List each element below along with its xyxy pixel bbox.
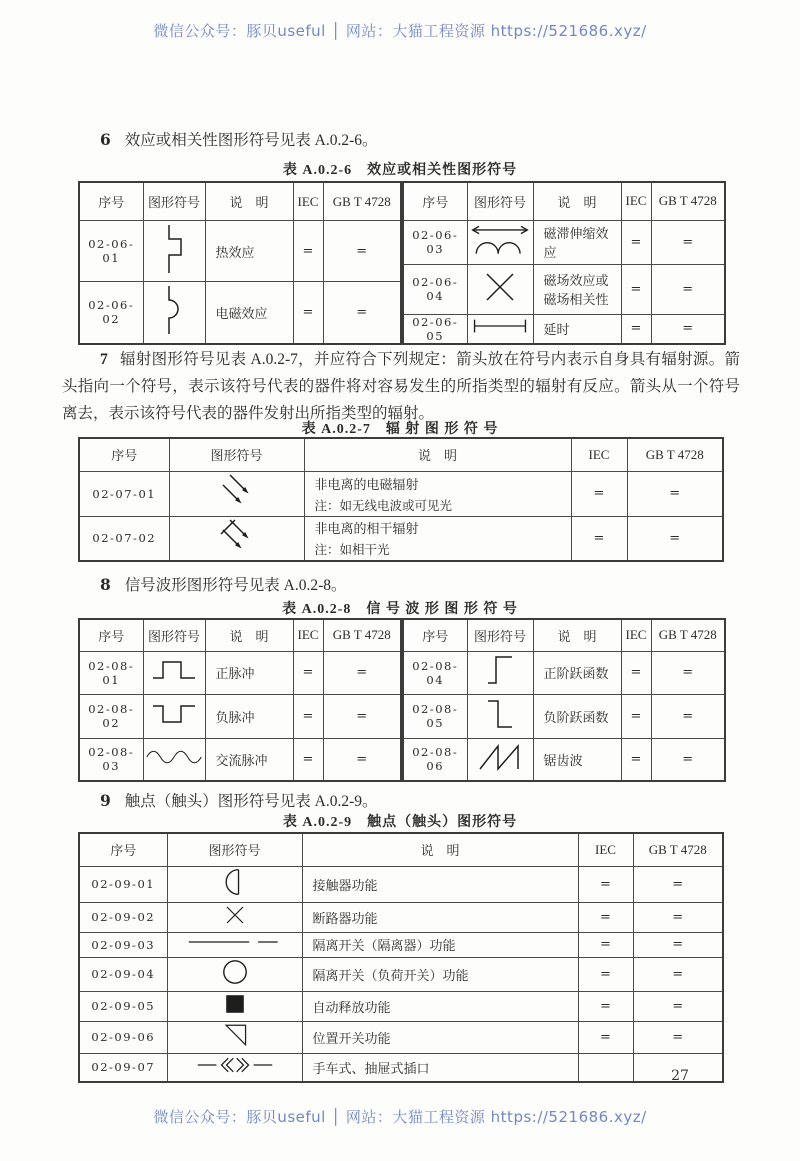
watermark-banner-bottom: 微信公众号：豚贝useful │ 网站：大猫工程资源 https://521686.xyz/ (153, 1108, 647, 1126)
iec-cell: = (621, 651, 651, 694)
table-row (79, 991, 723, 1021)
col-header-symbol: 图形符号 (143, 619, 205, 651)
iec-cell: = (578, 1021, 633, 1053)
iec-cell: = (578, 957, 633, 991)
row-desc: 负阶跃函数 (533, 694, 621, 738)
row-symbol (467, 264, 533, 314)
row-desc: 电磁效应 (205, 282, 293, 344)
automatic-release-function-icon (222, 992, 248, 1016)
gb-cell: = (651, 694, 725, 738)
row-desc (304, 516, 571, 561)
row-desc: 断路器功能 (302, 902, 578, 932)
row-symbol (143, 282, 205, 344)
row-seq: 02-09-02 (79, 902, 167, 932)
table-row (79, 738, 401, 781)
table-a026-caption: 表 A.0.2-6 效应或相关性图形符号 (282, 163, 518, 178)
row-desc (304, 471, 571, 516)
iec-cell: = (578, 866, 633, 902)
col-header-desc: 说 明 (205, 182, 293, 221)
gb-cell: = (633, 1021, 723, 1053)
row-symbol (167, 1021, 302, 1053)
iec-cell: = (293, 694, 323, 738)
row-seq: 02-07-01 (79, 471, 169, 516)
row-symbol (167, 1053, 302, 1082)
thermal-effect-icon (159, 223, 189, 275)
row-seq: 02-06-05 (403, 314, 467, 344)
iec-cell: = (578, 991, 633, 1021)
row-seq: 02-08-05 (403, 694, 467, 738)
row-symbol (467, 651, 533, 694)
table-row (403, 264, 725, 314)
row-seq: 02-06-04 (403, 264, 467, 314)
row-symbol (167, 957, 302, 991)
gb-cell: = (651, 738, 725, 781)
col-header-gb: GB T 4728 (633, 833, 723, 866)
col-header-seq: 序号 (79, 833, 167, 866)
row-desc: 磁滞伸缩效应 (533, 220, 621, 264)
row-symbol (143, 221, 205, 282)
row-symbol (167, 866, 302, 902)
table-row (403, 738, 725, 781)
section-9-number: 9 (100, 791, 111, 810)
row-seq: 02-08-02 (79, 694, 143, 738)
contactor-function-icon (220, 867, 250, 897)
row-symbol (167, 932, 302, 957)
iec-cell: = (578, 902, 633, 932)
table-row (79, 516, 723, 561)
page-number: 27 (671, 1068, 689, 1084)
gb-cell: = (323, 694, 401, 738)
table-row (79, 471, 723, 516)
sawtooth-wave-icon (477, 742, 523, 772)
col-header-seq: 序号 (403, 182, 467, 220)
gb-cell: = (651, 220, 725, 264)
section-6-text: 效应或相关性图形符号见表 A.0.2-6。 (124, 132, 378, 149)
iec-cell: = (571, 471, 627, 516)
row-seq: 02-09-03 (79, 932, 167, 957)
col-header-seq: 序号 (79, 438, 169, 471)
section-7-text: 辐射图形符号见表 A.0.2-7，并应符合下列规定：箭头放在符号内表示自身具有辐射源。箭头指向一个符号，表示该符号代表的器件将对容易发生的所指类型的辐射有反应。箭头从一个符号离去，表示该符号代表的器件发射出所指类型的辐射。 (62, 351, 740, 422)
iec-cell: = (621, 264, 651, 314)
table-row (79, 694, 401, 738)
col-header-desc: 说 明 (304, 438, 571, 471)
table-row (79, 221, 401, 282)
circuit-breaker-function-icon (223, 903, 247, 927)
table-a028-right (402, 618, 726, 782)
table-a029-caption: 表 A.0.2-9 触点（触头）图形符号 (282, 815, 518, 830)
col-header-gb: GB T 4728 (323, 182, 401, 221)
col-header-symbol: 图形符号 (143, 182, 205, 221)
row-symbol (143, 694, 205, 738)
row-seq: 02-08-01 (79, 651, 143, 694)
row-symbol (467, 738, 533, 781)
row-seq: 02-06-03 (403, 220, 467, 264)
table-a026 (78, 181, 726, 345)
iec-cell: = (621, 694, 651, 738)
non-ionizing-coherent-radiation-icon (218, 517, 256, 555)
col-header-desc: 说 明 (533, 182, 621, 220)
magnetic-field-effect-icon (480, 267, 520, 307)
gb-cell: = (633, 932, 723, 957)
row-desc: 位置开关功能 (302, 1021, 578, 1053)
section-6-heading (100, 128, 378, 150)
row-desc: 锯齿波 (533, 738, 621, 781)
row-seq: 02-06-02 (79, 282, 143, 344)
row-symbol (169, 471, 304, 516)
gb-cell: = (633, 866, 723, 902)
table-row (79, 866, 723, 902)
row-desc: 自动释放功能 (302, 991, 578, 1021)
table-row (403, 314, 725, 344)
table-a027-main (78, 437, 724, 562)
section-7-number: 7 (100, 351, 108, 368)
section-6-number: 6 (100, 130, 111, 149)
table-row (403, 651, 725, 694)
row-seq: 02-09-07 (79, 1053, 167, 1082)
row-seq: 02-09-04 (79, 957, 167, 991)
iec-cell: = (621, 220, 651, 264)
row-desc: 隔离开关（隔离器）功能 (302, 932, 578, 957)
col-header-symbol: 图形符号 (169, 438, 304, 471)
row-desc: 交流脉冲 (205, 738, 293, 781)
col-header-iec: IEC (621, 619, 651, 651)
col-header-iec: IEC (293, 182, 323, 221)
row-desc: 手车式、抽屉式插口 (302, 1053, 578, 1082)
col-header-iec: IEC (293, 619, 323, 651)
row-symbol (143, 651, 205, 694)
desc-line: 非电离的电磁辐射 (314, 476, 419, 492)
table-row (79, 1021, 723, 1053)
table-a028-left (78, 618, 402, 782)
watermark-banner-top: 微信公众号：豚贝useful │ 网站：大猫工程资源 https://521686.xyz/ (153, 22, 647, 40)
gb-cell: = (323, 651, 401, 694)
iec-cell: = (571, 516, 627, 561)
positive-step-icon (485, 653, 515, 687)
row-symbol (169, 516, 304, 561)
row-desc: 热效应 (205, 221, 293, 282)
row-desc: 隔离开关（负荷开关）功能 (302, 957, 578, 991)
col-header-gb: GB T 4728 (651, 182, 725, 220)
row-seq: 02-09-06 (79, 1021, 167, 1053)
gb-cell: = (633, 991, 723, 1021)
iec-cell: = (293, 221, 323, 282)
col-header-desc: 说 明 (302, 833, 578, 866)
col-header-iec: IEC (571, 438, 627, 471)
col-header-desc: 说 明 (205, 619, 293, 651)
row-symbol (467, 694, 533, 738)
iec-cell: = (293, 282, 323, 344)
col-header-gb: GB T 4728 (627, 438, 723, 471)
negative-step-icon (485, 697, 515, 731)
gb-cell: = (651, 264, 725, 314)
section-9-text: 触点（触头）图形符号见表 A.0.2-9。 (124, 793, 378, 810)
section-8-number: 8 (100, 575, 111, 594)
row-seq: 02-09-05 (79, 991, 167, 1021)
row-symbol (167, 902, 302, 932)
row-seq: 02-08-06 (403, 738, 467, 781)
iec-cell (578, 1053, 633, 1082)
electromagnetic-effect-icon (159, 284, 189, 336)
section-7-paragraph (62, 346, 740, 427)
table-row (79, 651, 401, 694)
row-desc: 接触器功能 (302, 866, 578, 902)
table-a029-main (78, 832, 724, 1083)
col-header-seq: 序号 (403, 619, 467, 651)
col-header-gb: GB T 4728 (323, 619, 401, 651)
table-row (403, 220, 725, 264)
row-seq: 02-07-02 (79, 516, 169, 561)
row-desc: 正脉冲 (205, 651, 293, 694)
row-desc: 正阶跃函数 (533, 651, 621, 694)
table-row (403, 694, 725, 738)
gb-cell: = (627, 516, 723, 561)
table-a027-caption: 表 A.0.2-7 辐 射 图 形 符 号 (301, 422, 499, 437)
table-a026-right (402, 181, 726, 345)
row-symbol (467, 220, 533, 264)
desc-note: 注：如无线电波或可见光 (314, 498, 453, 513)
row-seq: 02-09-01 (79, 866, 167, 902)
table-a027 (78, 437, 724, 562)
row-symbol (167, 991, 302, 1021)
gb-cell: = (323, 221, 401, 282)
row-desc: 磁场效应或磁场相关性 (533, 264, 621, 314)
desc-note: 注：如相干光 (314, 543, 390, 558)
table-a028 (78, 618, 726, 782)
section-8-text: 信号波形图形符号见表 A.0.2-8。 (124, 577, 347, 594)
non-ionizing-em-radiation-icon (218, 472, 256, 510)
gb-cell: = (651, 651, 725, 694)
iec-cell: = (621, 738, 651, 781)
ac-pulse-icon (144, 746, 204, 768)
iec-cell: = (578, 932, 633, 957)
col-header-gb: GB T 4728 (651, 619, 725, 651)
row-seq: 02-06-01 (79, 221, 143, 282)
table-a026-left (78, 181, 402, 345)
time-delay-icon (470, 316, 530, 336)
desc-line: 非电离的相干辐射 (314, 521, 419, 537)
row-symbol (143, 738, 205, 781)
col-header-iec: IEC (621, 182, 651, 220)
withdrawable-drawer-socket-icon (189, 1054, 281, 1076)
position-switch-function-icon (220, 1022, 250, 1048)
row-desc: 延时 (533, 314, 621, 344)
load-switch-function-icon (220, 958, 250, 986)
col-header-symbol: 图形符号 (467, 182, 533, 220)
row-desc: 负脉冲 (205, 694, 293, 738)
iec-cell: = (621, 314, 651, 344)
table-a029 (78, 832, 724, 1083)
gb-cell: = (651, 314, 725, 344)
section-8-heading (100, 573, 347, 595)
disconnector-function-icon (181, 934, 289, 950)
table-a028-caption: 表 A.0.2-8 信 号 波 形 图 形 符 号 (282, 602, 518, 617)
table-row (79, 282, 401, 344)
row-seq: 02-08-03 (79, 738, 143, 781)
section-9-heading (100, 789, 378, 811)
row-symbol (467, 314, 533, 344)
col-header-symbol: 图形符号 (467, 619, 533, 651)
magnetostriction-effect-icon (469, 222, 531, 258)
negative-pulse-icon (150, 699, 198, 729)
row-seq: 02-08-04 (403, 651, 467, 694)
gb-cell: = (627, 471, 723, 516)
col-header-seq: 序号 (79, 619, 143, 651)
positive-pulse-icon (150, 655, 198, 685)
col-header-symbol: 图形符号 (167, 833, 302, 866)
table-row (79, 932, 723, 957)
table-row (79, 902, 723, 932)
iec-cell: = (293, 738, 323, 781)
gb-cell: = (633, 957, 723, 991)
gb-cell: = (323, 738, 401, 781)
col-header-seq: 序号 (79, 182, 143, 221)
gb-cell: = (323, 282, 401, 344)
col-header-iec: IEC (578, 833, 633, 866)
iec-cell: = (293, 651, 323, 694)
gb-cell: = (633, 902, 723, 932)
col-header-desc: 说 明 (533, 619, 621, 651)
table-row (79, 957, 723, 991)
table-row (79, 1053, 723, 1082)
